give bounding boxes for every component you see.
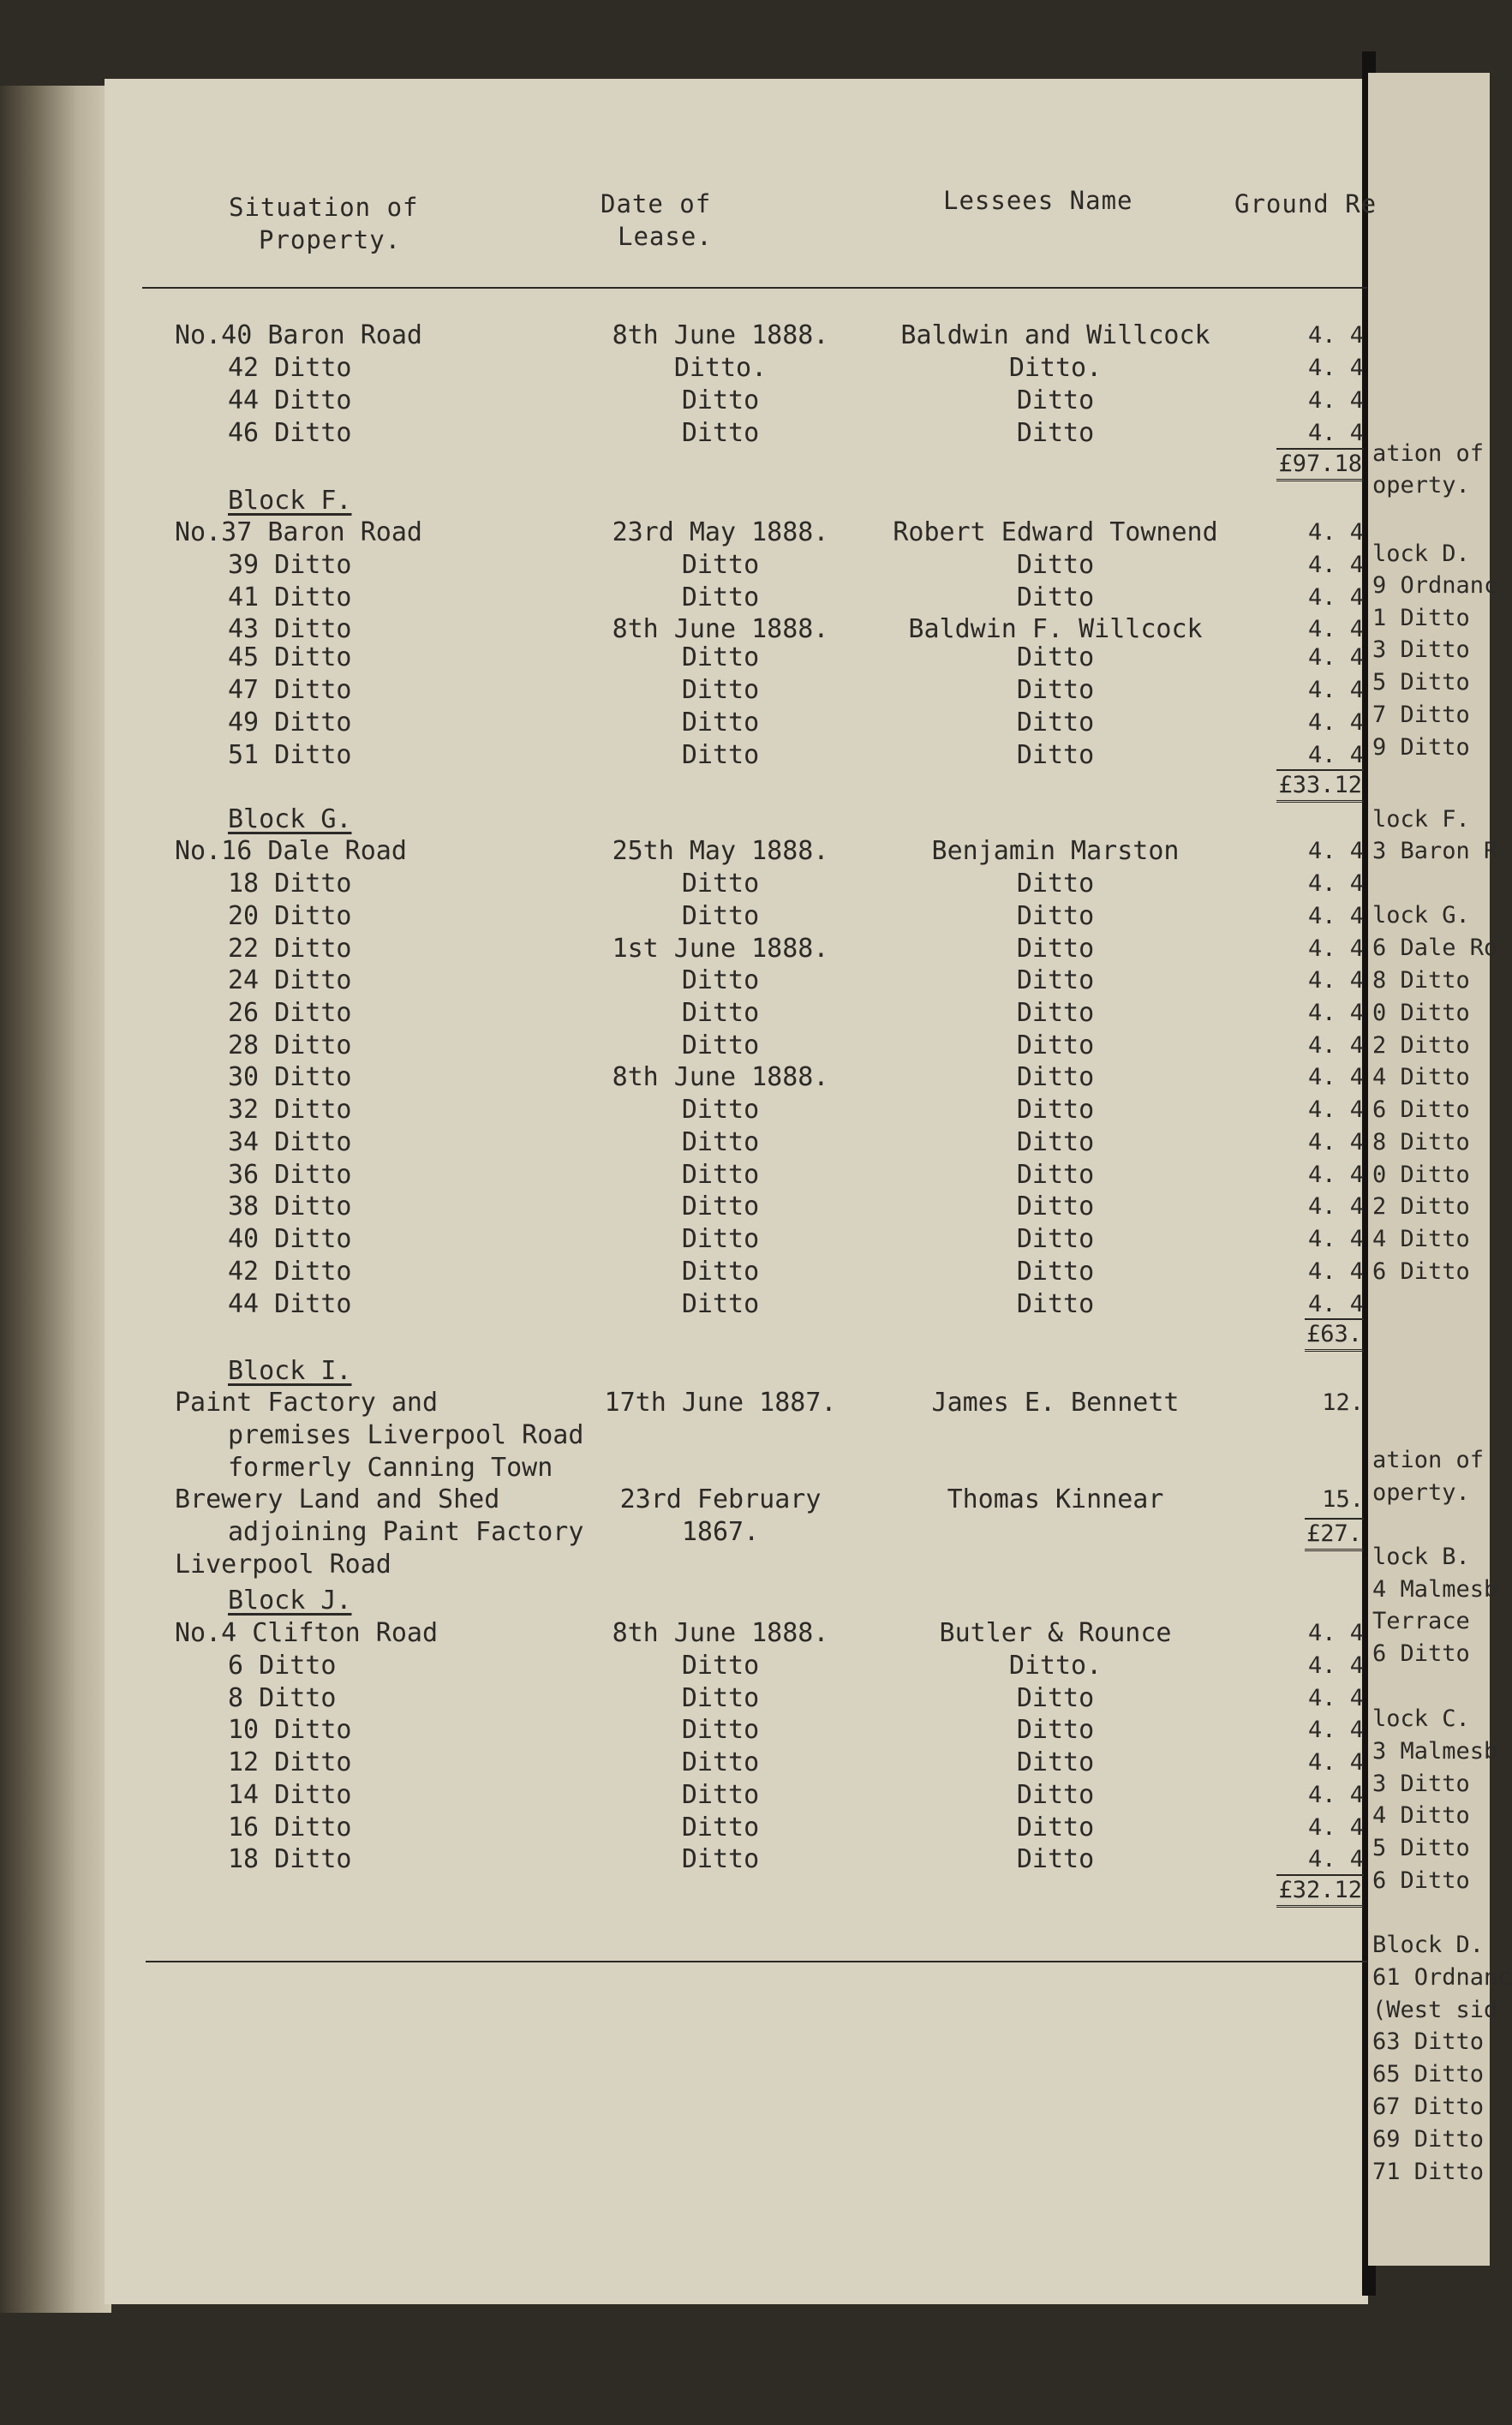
situation-cell: premises Liverpool Road: [228, 1420, 584, 1450]
facing-page-text: 4 Malmesb: [1372, 1576, 1498, 1603]
ground-rent-cell: 4. 4: [1307, 616, 1364, 642]
ground-rent-cell: 4. 4: [1307, 838, 1364, 864]
book-page-edge: [0, 86, 111, 2313]
lessee-cell: Ditto: [1016, 1747, 1095, 1777]
ground-rent-cell: 4. 4: [1307, 1814, 1364, 1841]
date-cell: Ditto: [681, 1030, 760, 1060]
lessee-cell: Baldwin F. Willcock: [908, 614, 1203, 644]
date-cell: Ditto: [681, 1127, 760, 1157]
facing-page-text: 0 Ditto: [1372, 1000, 1470, 1026]
ground-rent-cell: 4. 4: [1307, 1782, 1364, 1808]
block-heading: Block J.: [228, 1586, 352, 1616]
block-heading: Block F.: [228, 486, 352, 516]
date-cell: Ditto: [681, 1683, 760, 1713]
lessee-cell: Thomas Kinnear: [947, 1484, 1164, 1514]
facing-page-text: 8 Ditto: [1372, 1129, 1470, 1156]
facing-page-text: 71 Ditto: [1372, 2159, 1485, 2185]
situation-cell: 51 Ditto: [228, 740, 352, 770]
ground-rent-cell: 4. 4: [1307, 1032, 1364, 1059]
facing-page-text: 5 Ditto: [1372, 669, 1470, 696]
ground-rent-cell: 4. 4: [1307, 870, 1364, 897]
date-cell: Ditto.: [673, 353, 768, 383]
facing-page-text: 4 Ditto: [1372, 1802, 1470, 1829]
facing-page-text: 3 Malmesb: [1372, 1738, 1498, 1765]
date-cell: 23rd February: [619, 1484, 822, 1514]
block-total: £63.: [1305, 1318, 1364, 1352]
ground-rent-cell: 4. 4: [1307, 1846, 1364, 1873]
lessee-cell: Ditto: [1016, 869, 1095, 899]
header-situation-line1: Situation of: [229, 193, 419, 222]
date-cell: 8th June 1888.: [612, 1062, 829, 1092]
lessee-cell: Ditto: [1016, 1095, 1095, 1125]
facing-page-text: 7 Ditto: [1372, 702, 1470, 728]
facing-page-text: 61 Ordnanc: [1372, 1964, 1512, 1991]
facing-page-text: 3 Baron R: [1372, 838, 1498, 864]
lessee-cell: Ditto.: [1008, 353, 1103, 383]
situation-cell: 42 Ditto: [228, 1257, 352, 1287]
situation-cell: 44 Ditto: [228, 385, 352, 415]
situation-cell: 8 Ditto: [228, 1683, 337, 1713]
ground-rent-cell: 4. 4: [1307, 644, 1364, 671]
situation-cell: 6 Ditto: [228, 1651, 337, 1681]
lessee-cell: Ditto: [1016, 740, 1095, 770]
situation-cell: Brewery Land and Shed: [175, 1484, 500, 1514]
situation-cell: formerly Canning Town: [228, 1453, 553, 1483]
facing-page-text: 65 Ditto: [1372, 2061, 1485, 2088]
situation-cell: 43 Ditto: [228, 614, 352, 644]
ground-rent-cell: 12.: [1322, 1389, 1364, 1416]
lessee-cell: Ditto: [1016, 1127, 1095, 1157]
lessee-cell: Ditto: [1016, 934, 1095, 964]
lessee-cell: Ditto: [1016, 675, 1095, 705]
facing-page-text: 69 Ditto: [1372, 2126, 1485, 2153]
situation-cell: 32 Ditto: [228, 1095, 352, 1125]
facing-page-text: 3 Ditto: [1372, 1771, 1470, 1797]
facing-page-text: ation of: [1372, 440, 1485, 467]
facing-page-text: 6 Ditto: [1372, 1640, 1470, 1667]
lessee-cell: Ditto.: [1008, 1651, 1103, 1681]
facing-page-text: 2 Ditto: [1372, 1032, 1470, 1059]
ground-rent-cell: 4. 4: [1307, 322, 1364, 349]
bottom-rule: [146, 1961, 1367, 1962]
situation-cell: 20 Ditto: [228, 901, 352, 931]
date-cell: Ditto: [681, 998, 760, 1028]
date-cell: Ditto: [681, 418, 760, 448]
header-ground-rent: Ground Re: [1234, 189, 1378, 218]
situation-cell: 16 Ditto: [228, 1813, 352, 1843]
facing-page-text: 8 Ditto: [1372, 967, 1470, 994]
lessee-cell: Ditto: [1016, 550, 1095, 580]
situation-cell: 26 Ditto: [228, 998, 352, 1028]
facing-page-text: operty.: [1372, 472, 1470, 499]
situation-cell: 14 Ditto: [228, 1780, 352, 1810]
facing-page-text: lock C.: [1372, 1705, 1470, 1732]
date-cell: Ditto: [681, 740, 760, 770]
date-cell: Ditto: [681, 1289, 760, 1319]
ground-rent-cell: 4. 4: [1307, 1064, 1364, 1090]
lessee-cell: Ditto: [1016, 1289, 1095, 1319]
block-total: £97.18: [1276, 448, 1364, 481]
lessee-cell: Ditto: [1016, 1813, 1095, 1843]
situation-cell: 30 Ditto: [228, 1062, 352, 1092]
header-date-line2: Lease.: [618, 222, 713, 251]
lessee-cell: Ditto: [1016, 1844, 1095, 1874]
ground-rent-cell: 4. 4: [1307, 1162, 1364, 1188]
facing-page-text: 4 Ditto: [1372, 1064, 1470, 1090]
date-cell: 8th June 1888.: [612, 320, 829, 350]
situation-cell: 12 Ditto: [228, 1747, 352, 1777]
ground-rent-cell: 4. 4: [1307, 903, 1364, 929]
ground-rent-cell: 4. 4: [1307, 709, 1364, 736]
lessee-cell: Ditto: [1016, 385, 1095, 415]
situation-cell: 28 Ditto: [228, 1030, 352, 1060]
ground-rent-cell: 4. 4: [1307, 355, 1364, 381]
lessee-cell: Benjamin Marston: [931, 836, 1180, 866]
facing-page-text: 6 Ditto: [1372, 1867, 1470, 1894]
date-cell: Ditto: [681, 582, 760, 612]
situation-cell: 22 Ditto: [228, 934, 352, 964]
situation-cell: 49 Ditto: [228, 708, 352, 738]
situation-cell: 39 Ditto: [228, 550, 352, 580]
lessee-cell: Baldwin and Willcock: [900, 320, 1210, 350]
ground-rent-cell: 4. 4: [1307, 1685, 1364, 1711]
lessee-cell: Ditto: [1016, 1030, 1095, 1060]
lessee-cell: Ditto: [1016, 418, 1095, 448]
lessee-cell: Ditto: [1016, 582, 1095, 612]
date-cell: Ditto: [681, 1844, 760, 1874]
lessee-cell: Ditto: [1016, 998, 1095, 1028]
facing-page-text: Terrace: [1372, 1608, 1470, 1634]
date-cell: 8th June 1888.: [612, 614, 829, 644]
ground-rent-cell: 4. 4: [1307, 420, 1364, 446]
date-cell: Ditto: [681, 642, 760, 672]
block-heading: Block G.: [228, 804, 352, 834]
facing-page-text: 4 Ditto: [1372, 1226, 1470, 1252]
date-cell: Ditto: [681, 708, 760, 738]
situation-cell: 24 Ditto: [228, 965, 352, 995]
ground-rent-cell: 4. 4: [1307, 742, 1364, 768]
situation-cell: No.4 Clifton Road: [175, 1618, 439, 1648]
ground-rent-cell: 15.: [1322, 1486, 1364, 1513]
date-cell: 8th June 1888.: [612, 1618, 829, 1648]
date-cell: 1867.: [681, 1517, 760, 1547]
date-cell: 23rd May 1888.: [612, 517, 829, 547]
lessee-cell: Ditto: [1016, 708, 1095, 738]
situation-cell: 34 Ditto: [228, 1127, 352, 1157]
date-cell: Ditto: [681, 1224, 760, 1254]
lessee-cell: James E. Bennett: [931, 1388, 1180, 1418]
lessee-cell: Ditto: [1016, 1062, 1095, 1092]
situation-cell: adjoining Paint Factory: [228, 1517, 584, 1547]
date-cell: Ditto: [681, 869, 760, 899]
date-cell: Ditto: [681, 901, 760, 931]
facing-page-text: 67 Ditto: [1372, 2094, 1485, 2120]
facing-page-text: lock F.: [1372, 806, 1470, 833]
lessee-cell: Ditto: [1016, 1257, 1095, 1287]
facing-page-text: 6 Ditto: [1372, 1096, 1470, 1123]
date-cell: 1st June 1888.: [612, 934, 829, 964]
facing-page-text: 6 Dale Ro: [1372, 935, 1498, 961]
situation-cell: 18 Ditto: [228, 1844, 352, 1874]
ground-rent-cell: 4. 4: [1307, 387, 1364, 414]
situation-cell: 36 Ditto: [228, 1160, 352, 1190]
ground-rent-cell: 4. 4: [1307, 1291, 1364, 1317]
facing-page-text: ation of: [1372, 1447, 1485, 1473]
situation-cell: 41 Ditto: [228, 582, 352, 612]
facing-page-text: lock D.: [1372, 541, 1470, 567]
facing-page-text: 9 Ditto: [1372, 734, 1470, 761]
situation-cell: Liverpool Road: [175, 1550, 391, 1580]
situation-cell: No.16 Dale Road: [175, 836, 407, 866]
lessee-cell: Ditto: [1016, 1224, 1095, 1254]
lessee-cell: Ditto: [1016, 901, 1095, 931]
lessee-cell: Butler & Rounce: [939, 1618, 1172, 1648]
facing-page-text: Block D.: [1372, 1932, 1485, 1958]
ground-rent-cell: 4. 4: [1307, 1258, 1364, 1285]
block-total: £27.: [1305, 1518, 1364, 1551]
situation-cell: No.40 Baron Road: [175, 320, 422, 350]
ground-rent-cell: 4. 4: [1307, 1620, 1364, 1646]
date-cell: Ditto: [681, 1747, 760, 1777]
situation-cell: 45 Ditto: [228, 642, 352, 672]
date-cell: Ditto: [681, 965, 760, 995]
ground-rent-cell: 4. 4: [1307, 1000, 1364, 1026]
ground-rent-cell: 4. 4: [1307, 1096, 1364, 1123]
date-cell: Ditto: [681, 1160, 760, 1190]
ground-rent-cell: 4. 4: [1307, 1226, 1364, 1252]
situation-cell: 44 Ditto: [228, 1289, 352, 1319]
facing-page-text: 9 Ordnanc: [1372, 572, 1498, 599]
date-cell: Ditto: [681, 1095, 760, 1125]
date-cell: 17th June 1887.: [604, 1388, 837, 1418]
situation-cell: 46 Ditto: [228, 418, 352, 448]
header-lessees-name: Lessees Name: [943, 186, 1133, 215]
facing-page-text: lock G.: [1372, 902, 1470, 929]
date-cell: Ditto: [681, 1780, 760, 1810]
facing-page-text: 0 Ditto: [1372, 1162, 1470, 1188]
ground-rent-cell: 4. 4: [1307, 1717, 1364, 1743]
header-rule: [142, 287, 1367, 289]
lessee-cell: Ditto: [1016, 1192, 1095, 1221]
lessee-cell: Robert Edward Townend: [893, 517, 1218, 547]
date-cell: Ditto: [681, 675, 760, 705]
ground-rent-cell: 4. 4: [1307, 584, 1364, 611]
lessee-cell: Ditto: [1016, 965, 1095, 995]
date-cell: Ditto: [681, 1257, 760, 1287]
date-cell: Ditto: [681, 1192, 760, 1221]
block-total: £33.12: [1276, 769, 1364, 803]
situation-cell: Paint Factory and: [175, 1388, 439, 1418]
ground-rent-cell: 4. 4: [1307, 1749, 1364, 1776]
situation-cell: 40 Ditto: [228, 1224, 352, 1254]
date-cell: Ditto: [681, 1651, 760, 1681]
lessee-cell: Ditto: [1016, 1160, 1095, 1190]
block-total: £32.12: [1276, 1874, 1364, 1908]
date-cell: 25th May 1888.: [612, 836, 829, 866]
situation-cell: No.37 Baron Road: [175, 517, 422, 547]
block-heading: Block I.: [228, 1356, 352, 1386]
situation-cell: 47 Ditto: [228, 675, 352, 705]
date-cell: Ditto: [681, 1715, 760, 1745]
lessee-cell: Ditto: [1016, 1715, 1095, 1745]
ground-rent-cell: 4. 4: [1307, 967, 1364, 994]
ground-rent-cell: 4. 4: [1307, 1652, 1364, 1679]
facing-page-text: (West sid: [1372, 1997, 1498, 2023]
situation-cell: 18 Ditto: [228, 869, 352, 899]
ground-rent-cell: 4. 4: [1307, 1129, 1364, 1156]
ground-rent-cell: 4. 4: [1307, 519, 1364, 546]
facing-page-text: 2 Ditto: [1372, 1193, 1470, 1220]
situation-cell: 38 Ditto: [228, 1192, 352, 1221]
ground-rent-cell: 4. 4: [1307, 677, 1364, 703]
date-cell: Ditto: [681, 550, 760, 580]
date-cell: Ditto: [681, 1813, 760, 1843]
ground-rent-cell: 4. 4: [1307, 552, 1364, 578]
situation-cell: 10 Ditto: [228, 1715, 352, 1745]
lessee-cell: Ditto: [1016, 1683, 1095, 1713]
situation-cell: 42 Ditto: [228, 353, 352, 383]
facing-page-text: 5 Ditto: [1372, 1835, 1470, 1861]
ground-rent-cell: 4. 4: [1307, 1193, 1364, 1220]
facing-page-text: operty.: [1372, 1479, 1470, 1506]
facing-page-text: 63 Ditto: [1372, 2028, 1485, 2055]
facing-page-text: 3 Ditto: [1372, 636, 1470, 663]
lessee-cell: Ditto: [1016, 1780, 1095, 1810]
header-situation-line2: Property.: [259, 225, 402, 254]
facing-page-text: 6 Ditto: [1372, 1258, 1470, 1285]
facing-page-text: lock B.: [1372, 1544, 1470, 1570]
ground-rent-cell: 4. 4: [1307, 935, 1364, 962]
header-date-line1: Date of: [601, 189, 712, 218]
date-cell: Ditto: [681, 385, 760, 415]
facing-page-text: 1 Ditto: [1372, 605, 1470, 631]
lessee-cell: Ditto: [1016, 642, 1095, 672]
